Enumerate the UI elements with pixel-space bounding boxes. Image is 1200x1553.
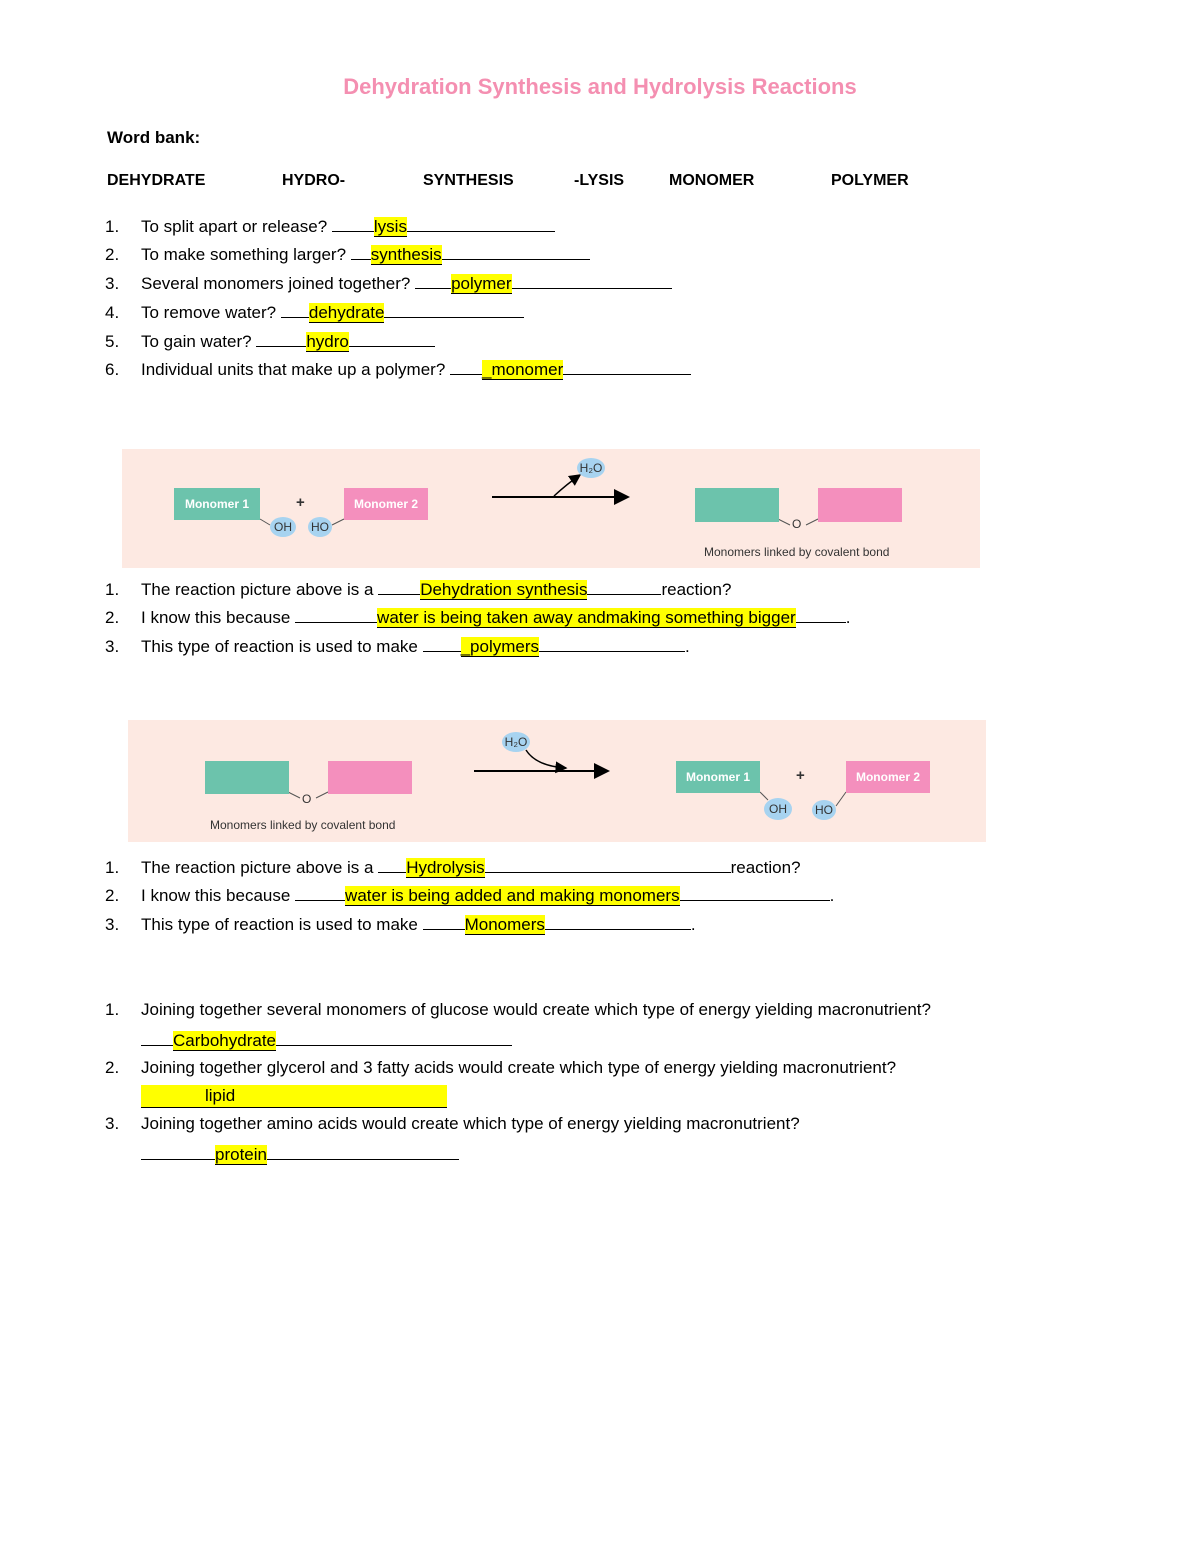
answer-field[interactable]: Carbohydrate	[173, 1031, 277, 1050]
hydrolysis-diagram	[128, 720, 986, 842]
question-item: 2. Joining together glycerol and 3 fatty acids would create which type of energy yielding macronutrient?	[105, 1058, 897, 1077]
water-molecule: H₂O	[577, 458, 605, 478]
answer-field[interactable]: Dehydration synthesis	[420, 580, 588, 599]
word-bank-word: POLYMER	[831, 172, 909, 189]
plus-sign: +	[296, 494, 305, 511]
question-item: 2. I know this because water is being taken away andmaking something bigger .	[105, 605, 850, 629]
definition-item: 6. Individual units that make up a polymer? _monomer	[105, 357, 691, 381]
answer-field[interactable]: water is being taken away andmaking something bigger	[377, 608, 796, 627]
answer-field[interactable]: water is being added and making monomers	[345, 886, 680, 905]
monomer-2-block: Monomer 2	[846, 761, 930, 793]
diagram-caption: Monomers linked by covalent bond	[210, 818, 396, 832]
water-molecule: H₂O	[502, 732, 530, 752]
answer-field[interactable]: lipid	[141, 1085, 447, 1108]
answer-field[interactable]: hydro	[306, 332, 349, 351]
monomer-1-block: Monomer 1	[174, 488, 260, 520]
answer-field[interactable]: polymer	[451, 274, 512, 293]
question-item: 3. This type of reaction is used to make _polymers .	[105, 634, 690, 658]
page-title: Dehydration Synthesis and Hydrolysis Reactions	[343, 74, 857, 99]
hydroxyl-group: OH	[270, 517, 296, 537]
linked-monomer-block	[818, 488, 902, 522]
oxygen-atom: O	[792, 517, 802, 531]
diagram-caption: Monomers linked by covalent bond	[704, 545, 890, 559]
word-bank-word: DEHYDRATE	[107, 172, 206, 189]
answer-line	[141, 1028, 512, 1052]
word-bank-label: Word bank:	[107, 128, 201, 147]
answer-line	[141, 1085, 447, 1108]
oxygen-atom: O	[302, 792, 312, 806]
word-bank-word: SYNTHESIS	[423, 172, 514, 189]
definition-item: 4. To remove water? dehydrate	[105, 300, 524, 324]
answer-field[interactable]: Monomers	[464, 915, 545, 934]
definition-item: 3. Several monomers joined together? polymer	[105, 271, 672, 295]
linked-monomer-block	[205, 761, 289, 794]
hydroxyl-group: HO	[308, 517, 332, 537]
answer-field[interactable]: synthesis	[370, 245, 442, 264]
definition-item: 2. To make something larger? synthesis	[105, 242, 590, 266]
linked-monomer-block	[695, 488, 779, 522]
question-item: 1. Joining together several monomers of glucose would create which type of energy yielding macronutrient?	[105, 1000, 931, 1019]
hydroxyl-group: OH	[764, 798, 792, 820]
word-bank-word: MONOMER	[669, 172, 755, 189]
answer-field[interactable]: protein	[215, 1145, 267, 1164]
monomer-2-block: Monomer 2	[344, 488, 428, 520]
question-item: 3. This type of reaction is used to make Monomers .	[105, 912, 696, 936]
question-item: 2. I know this because water is being added and making monomers .	[105, 883, 834, 907]
word-bank-word: -LYSIS	[574, 172, 625, 189]
question-item: 3. Joining together amino acids would create which type of energy yielding macronutrient?	[105, 1114, 800, 1133]
monomer-1-block: Monomer 1	[676, 761, 760, 793]
linked-monomer-block	[328, 761, 412, 794]
question-item: 1. The reaction picture above is a Dehydration synthesis reaction?	[105, 577, 731, 601]
answer-field[interactable]: Hydrolysis	[406, 858, 485, 877]
word-bank-word: HYDRO-	[282, 172, 346, 189]
hydroxyl-group: HO	[812, 800, 836, 820]
answer-field[interactable]: lysis	[373, 217, 407, 236]
answer-field[interactable]: dehydrate	[308, 303, 385, 322]
dehydration-diagram	[122, 449, 980, 568]
plus-sign: +	[796, 767, 805, 784]
definition-item: 5. To gain water? hydro	[105, 329, 435, 353]
answer-line	[141, 1142, 459, 1166]
definition-item: 1. To split apart or release? lysis	[105, 214, 555, 238]
question-item: 1. The reaction picture above is a Hydrolysis reaction?	[105, 855, 801, 879]
answer-field[interactable]: _polymers	[460, 637, 540, 656]
answer-field[interactable]: _monomer	[482, 360, 564, 379]
